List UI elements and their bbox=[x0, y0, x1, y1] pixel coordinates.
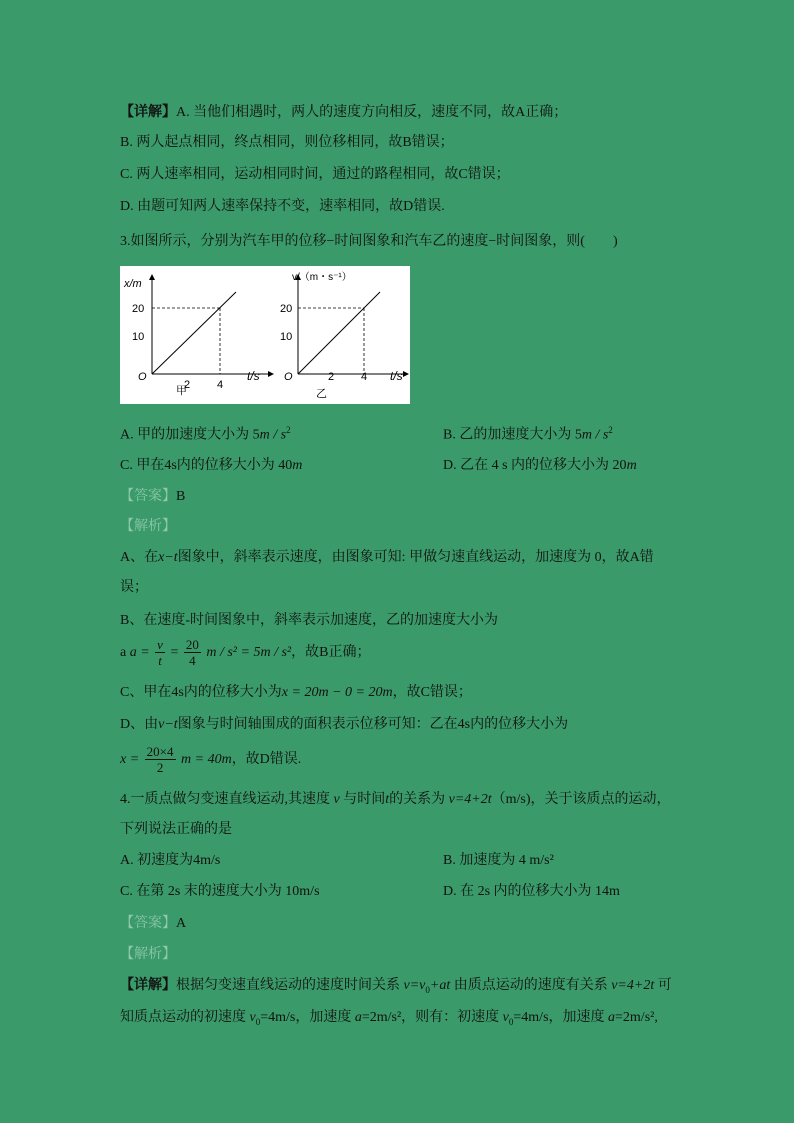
q3-analysis-a2: 误； bbox=[120, 580, 148, 595]
q4-option-d: D. 在 2s 内的位移大小为 14m bbox=[443, 884, 620, 899]
q3-analysis-tag: 【解析】 bbox=[120, 519, 176, 534]
yi-xlabel: t/s bbox=[390, 369, 403, 383]
prev-detail-a: 【详解】A. 当他们相遇时，两人的速度方向相反，速度不同，故A正确； bbox=[120, 105, 568, 120]
q4-stem-line2: 下列说法正确的是 bbox=[120, 822, 232, 837]
jia-xtick-4: 4 bbox=[217, 379, 224, 391]
jia-ytick-10: 10 bbox=[132, 331, 145, 343]
jia-xlabel: t/s bbox=[247, 369, 260, 383]
yi-caption: 乙 bbox=[316, 388, 327, 400]
yi-origin: O bbox=[284, 371, 293, 383]
yi-ytick-20: 20 bbox=[280, 303, 293, 315]
q3-analysis-c: C、甲在4s内的位移大小为x = 20m − 0 = 20m，故C错误； bbox=[120, 685, 472, 700]
jia-xtick-2: 2 bbox=[184, 379, 191, 391]
q3-answer: 【答案】B bbox=[120, 489, 186, 504]
q4-option-c: C. 在第 2s 末的速度大小为 10m/s bbox=[120, 884, 320, 899]
yi-ytick-10: 10 bbox=[280, 331, 293, 343]
yi-xtick-4: 4 bbox=[361, 371, 368, 383]
jia-ytick-20: 20 bbox=[132, 303, 145, 315]
prev-detail-b: B. 两人起点相同，终点相同，则位移相同，故B错误； bbox=[120, 135, 454, 150]
q3-analysis-d2: x = $\frac{20\times 4}{2}$ m = 40m，故D错误. bbox=[120, 744, 302, 776]
q4-detail-line1: 【详解】根据匀变速直线运动的速度时间关系 $v=v_0+at$ 由质点运动的速度有关系 v=4+2t 可 bbox=[120, 978, 672, 995]
graph-jia bbox=[123, 274, 274, 397]
q4-option-b: B. 加速度为 4 m/s² bbox=[443, 853, 554, 868]
yi-ylabel: v/（m・s⁻¹） bbox=[292, 272, 352, 283]
q3-option-a: A. 甲的加速度大小为 $5m / s^2$ bbox=[120, 425, 291, 443]
jia-ylabel: x/m bbox=[124, 278, 142, 290]
q4-analysis-tag: 【解析】 bbox=[120, 947, 176, 962]
q4-option-a: A. 初速度为4m/s bbox=[120, 853, 221, 868]
jia-origin: O bbox=[138, 371, 147, 383]
q3-analysis-b2: a a = $\frac{v}{t}$ = $\frac{20}{4}$ m / s² = 5m / s²，故B正确； bbox=[120, 637, 371, 669]
q3-analysis-b1: B、在速度-时间图象中，斜率表示加速度，乙的加速度大小为 bbox=[120, 613, 498, 628]
q3-analysis-a1: A、在x−t图象中，斜率表示速度，由图象可知: 甲做匀速直线运动，加速度为 0，故A错 bbox=[120, 550, 654, 565]
graph-yi bbox=[280, 271, 409, 400]
q3-option-b: B. 乙的加速度大小为 $5m / s^2$ bbox=[443, 425, 613, 443]
q3-option-c: C. 甲在4s内的位移大小为 40m bbox=[120, 458, 303, 473]
q3-option-d: D. 乙在 4 s 内的位移大小为 20m bbox=[443, 458, 637, 473]
q3-analysis-d1: D、由v−t图象与时间轴围成的面积表示位移可知：乙在4s内的位移大小为 bbox=[120, 717, 569, 732]
jia-caption: 甲 bbox=[176, 385, 187, 397]
yi-xtick-2: 2 bbox=[328, 371, 335, 383]
q4-answer: 【答案】A bbox=[120, 916, 187, 931]
prev-detail-d: D. 由题可知两人速率保持不变，速率相同，故D错误. bbox=[120, 199, 445, 214]
q4-detail-line2: 知质点运动的初速度 $v_0=4m/s$，加速度 a=2m/s²，则有：初速度 $v_0=4m/s$，加速度 a=2m/s², bbox=[120, 1010, 658, 1027]
q3-stem: 3.如图所示，分别为汽车甲的位移−时间图象和汽车乙的速度−时间图象，则( ) bbox=[120, 234, 618, 249]
q3-figure bbox=[120, 266, 410, 404]
prev-detail-c: C. 两人速率相同，运动相同时间，通过的路程相同，故C错误； bbox=[120, 167, 510, 182]
q4-stem-line1: 4.一质点做匀变速直线运动,其速度 v 与时间t的关系为 v=4+2t（m/s)，关于该质点的运动， bbox=[120, 792, 671, 807]
